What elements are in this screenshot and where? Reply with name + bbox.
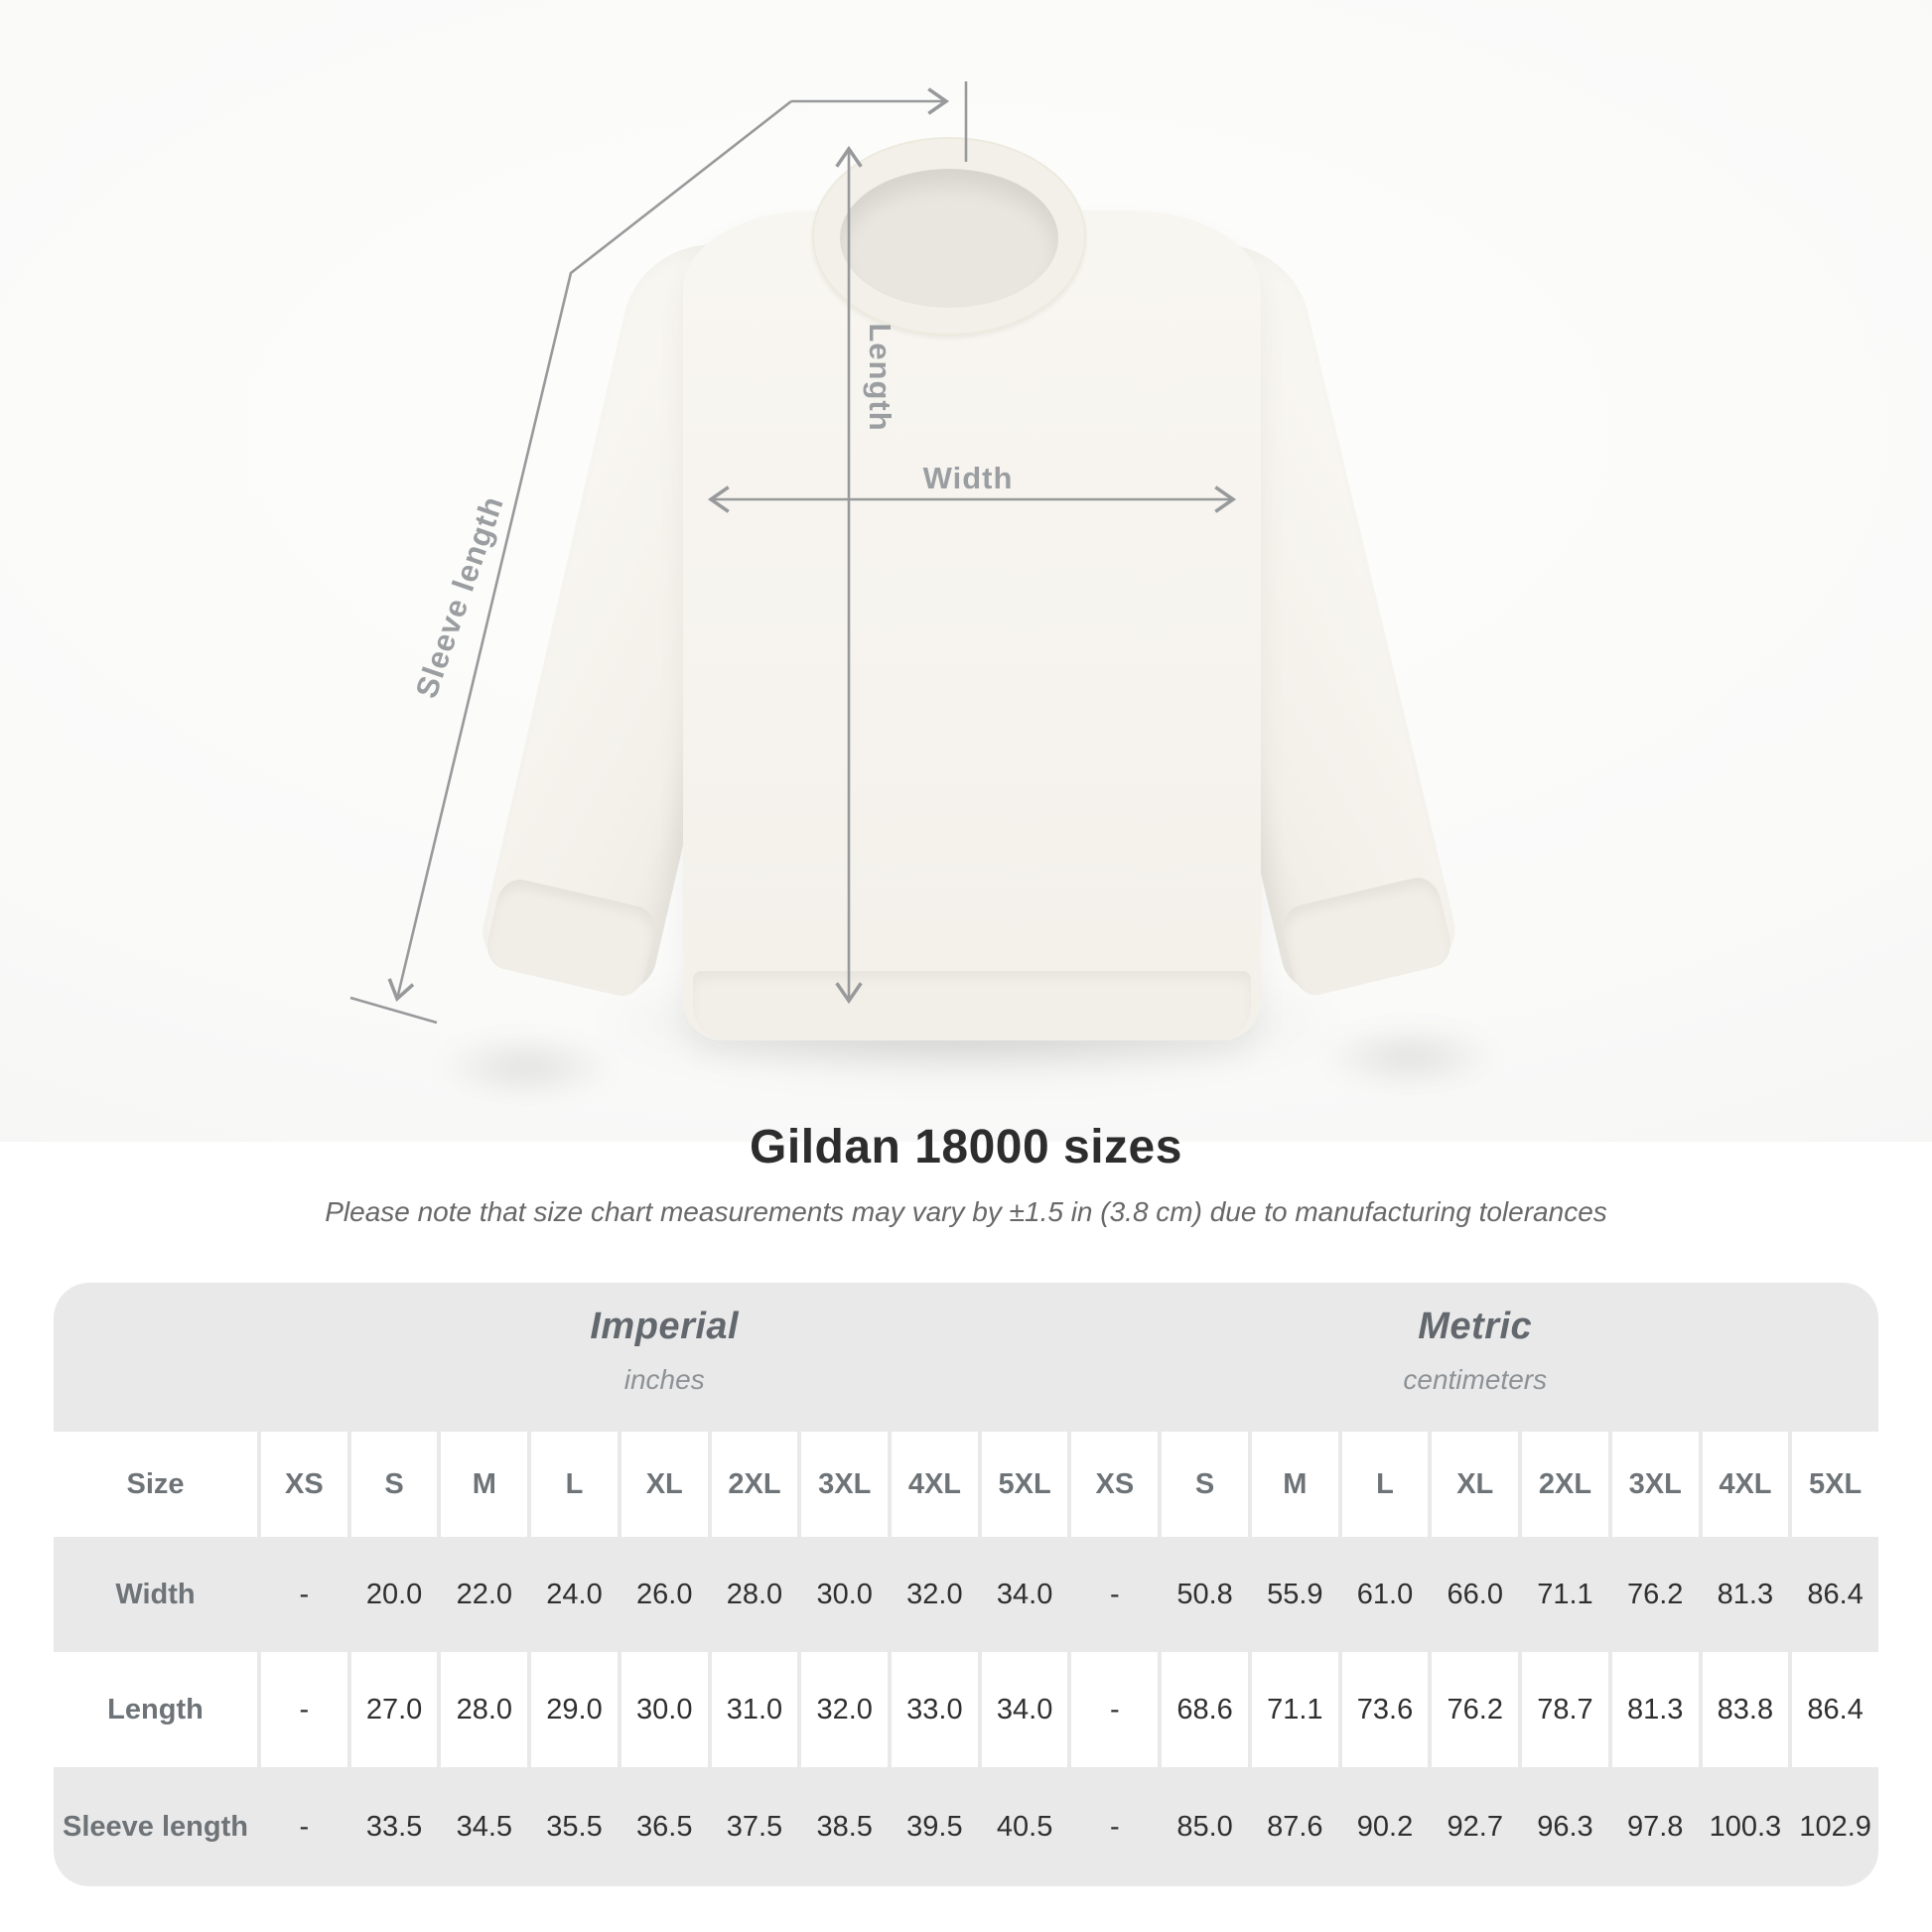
column-header-metric-l: L bbox=[1342, 1432, 1429, 1537]
table-cell-imperial: 20.0 bbox=[365, 1578, 423, 1610]
column-header-metric-xs: XS bbox=[1071, 1432, 1158, 1537]
table-corner-spacer bbox=[54, 1283, 257, 1432]
table-cell-metric: 76.2 bbox=[1626, 1578, 1684, 1610]
width-label: Width bbox=[922, 461, 1014, 495]
table-cell-imperial: - bbox=[299, 1810, 310, 1843]
column-header-imperial-2xl: 2XL bbox=[712, 1432, 798, 1537]
table-cell-metric: 96.3 bbox=[1537, 1810, 1593, 1843]
column-header-imperial-xs: XS bbox=[261, 1432, 347, 1537]
table-cell-imperial: 33.0 bbox=[892, 1652, 978, 1767]
table-cell-imperial: 35.5 bbox=[546, 1810, 603, 1843]
table-cell-imperial: 34.0 bbox=[996, 1578, 1053, 1610]
column-header-size: Size bbox=[54, 1432, 257, 1537]
column-header-metric-2xl: 2XL bbox=[1522, 1432, 1608, 1537]
table-cell-imperial: 37.5 bbox=[726, 1810, 783, 1843]
caption-block bbox=[0, 1120, 1932, 1228]
table-cell-metric: - bbox=[1110, 1578, 1120, 1610]
column-header-imperial-3xl: 3XL bbox=[801, 1432, 888, 1537]
column-header-metric-m: M bbox=[1252, 1432, 1338, 1537]
table-cell-metric: 85.0 bbox=[1176, 1810, 1233, 1843]
table-cell-imperial: 36.5 bbox=[636, 1810, 693, 1843]
table-cell-metric: 81.3 bbox=[1717, 1578, 1774, 1610]
table-cell-imperial: 26.0 bbox=[636, 1578, 693, 1610]
unit-group-metric bbox=[1071, 1283, 1878, 1432]
table-cell-metric: 50.8 bbox=[1176, 1578, 1233, 1610]
length-label: Length bbox=[862, 323, 897, 432]
table-cell-metric: 71.1 bbox=[1252, 1652, 1338, 1767]
table-cell-metric: 73.6 bbox=[1342, 1652, 1429, 1767]
table-cell-metric: 55.9 bbox=[1267, 1578, 1323, 1610]
group-name-imperial: Imperial bbox=[590, 1305, 740, 1347]
table-cell-imperial: 28.0 bbox=[726, 1578, 783, 1610]
table-cell-imperial: 24.0 bbox=[546, 1578, 603, 1610]
page-title: Gildan 18000 sizes bbox=[750, 1121, 1182, 1173]
table-cell-metric: 66.0 bbox=[1447, 1578, 1503, 1610]
column-header-imperial-s: S bbox=[351, 1432, 438, 1537]
table-cell-imperial: 30.0 bbox=[621, 1652, 708, 1767]
table-cell-metric: - bbox=[1110, 1810, 1120, 1843]
table-cell-metric: 97.8 bbox=[1626, 1810, 1684, 1843]
row-label: Sleeve length bbox=[63, 1810, 248, 1843]
table-cell-metric: 61.0 bbox=[1356, 1578, 1414, 1610]
table-cell-imperial: 33.5 bbox=[365, 1810, 423, 1843]
table-cell-metric: 87.6 bbox=[1267, 1810, 1323, 1843]
column-header-metric-3xl: 3XL bbox=[1612, 1432, 1699, 1537]
table-cell-metric: 76.2 bbox=[1432, 1652, 1518, 1767]
table-cell-metric: 86.4 bbox=[1807, 1578, 1863, 1610]
table-cell-imperial: 30.0 bbox=[816, 1578, 873, 1610]
column-header-imperial-5xl: 5XL bbox=[982, 1432, 1068, 1537]
unit-group-imperial bbox=[261, 1283, 1067, 1432]
table-cell-imperial: 38.5 bbox=[816, 1810, 873, 1843]
column-header-metric-4xl: 4XL bbox=[1703, 1432, 1789, 1537]
sleeve-length-label: Sleeve length bbox=[408, 490, 511, 703]
table-cell-imperial: 29.0 bbox=[531, 1652, 618, 1767]
row-label: Width bbox=[115, 1578, 196, 1610]
group-unit-metric: centimeters bbox=[1403, 1363, 1548, 1395]
table-cell-metric: 71.1 bbox=[1537, 1578, 1593, 1610]
table-cell-imperial: 32.0 bbox=[906, 1578, 963, 1610]
table-cell-metric: 83.8 bbox=[1703, 1652, 1789, 1767]
table-cell-imperial: 31.0 bbox=[712, 1652, 798, 1767]
column-header-metric-xl: XL bbox=[1432, 1432, 1518, 1537]
row-label: Length bbox=[54, 1652, 257, 1767]
table-cell-imperial: 34.5 bbox=[456, 1810, 513, 1843]
table-cell-metric: 81.3 bbox=[1612, 1652, 1699, 1767]
table-cell-imperial: 22.0 bbox=[456, 1578, 513, 1610]
tolerance-note: Please note that size chart measurements may vary by ±1.5 in (3.8 cm) due to manufacturing tolerances bbox=[325, 1196, 1607, 1227]
table-cell-metric: 102.9 bbox=[1799, 1810, 1871, 1843]
column-header-imperial-4xl: 4XL bbox=[892, 1432, 978, 1537]
group-unit-imperial: inches bbox=[623, 1363, 705, 1395]
column-header-imperial-l: L bbox=[531, 1432, 618, 1537]
table-cell-metric: 100.3 bbox=[1709, 1810, 1782, 1843]
table-cell-imperial: 40.5 bbox=[996, 1810, 1053, 1843]
table-cell-metric: 90.2 bbox=[1356, 1810, 1414, 1843]
table-cell-imperial: 39.5 bbox=[906, 1810, 963, 1843]
table-cell-imperial: 28.0 bbox=[441, 1652, 527, 1767]
table-cell-metric: 68.6 bbox=[1162, 1652, 1248, 1767]
group-name-metric: Metric bbox=[1418, 1305, 1533, 1347]
table-cell-imperial: 32.0 bbox=[801, 1652, 888, 1767]
table-cell-metric: 78.7 bbox=[1522, 1652, 1608, 1767]
table-cell-imperial: - bbox=[261, 1652, 347, 1767]
table-cell-metric: 86.4 bbox=[1792, 1652, 1878, 1767]
column-header-metric-5xl: 5XL bbox=[1792, 1432, 1878, 1537]
column-header-metric-s: S bbox=[1162, 1432, 1248, 1537]
column-header-imperial-m: M bbox=[441, 1432, 527, 1537]
column-header-imperial-xl: XL bbox=[621, 1432, 708, 1537]
size-table bbox=[54, 1283, 1878, 1886]
table-cell-metric: 92.7 bbox=[1447, 1810, 1503, 1843]
table-cell-imperial: 27.0 bbox=[351, 1652, 438, 1767]
sleeve-end-tick bbox=[350, 998, 437, 1023]
table-cell-imperial: 34.0 bbox=[982, 1652, 1068, 1767]
table-cell-imperial: - bbox=[299, 1578, 310, 1610]
table-cell-metric: - bbox=[1071, 1652, 1158, 1767]
